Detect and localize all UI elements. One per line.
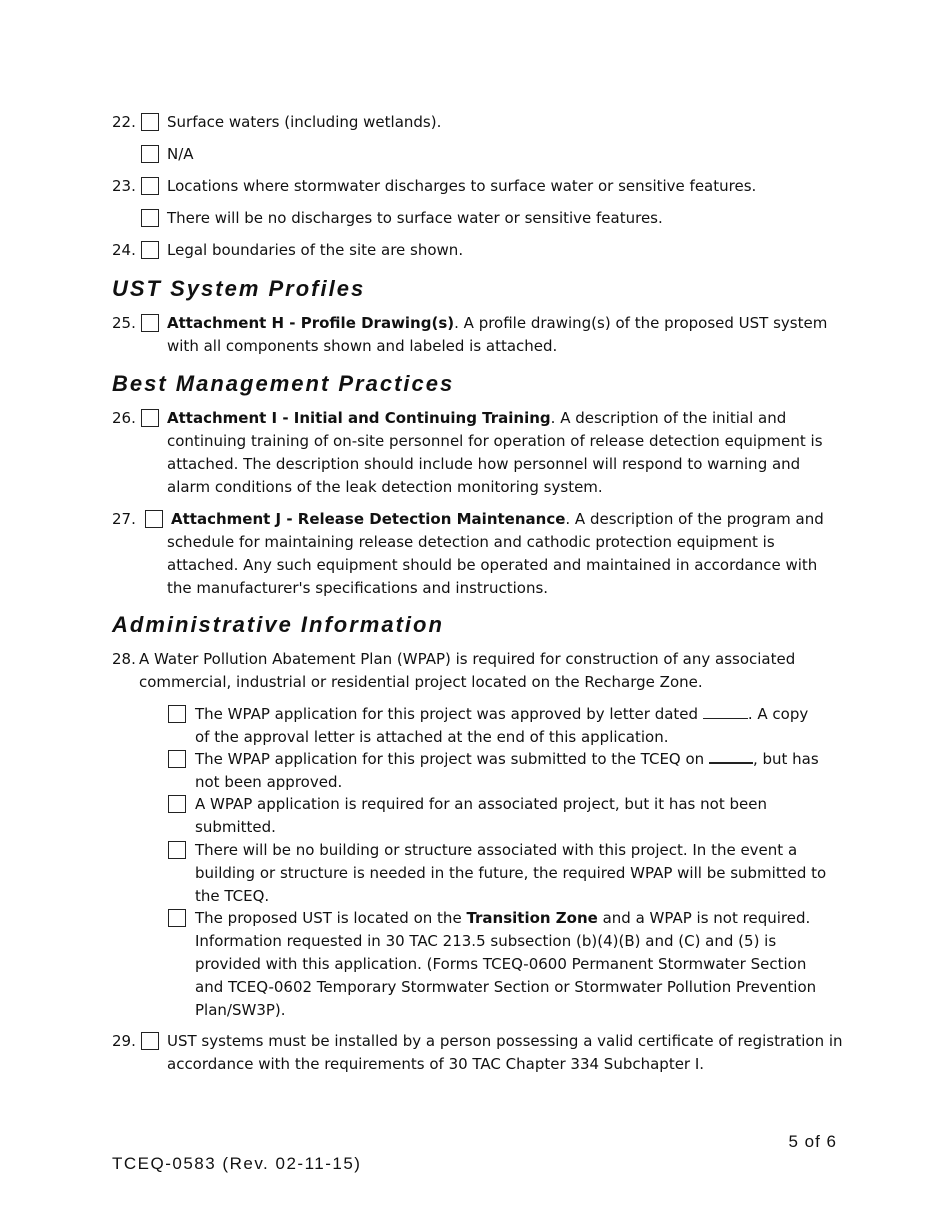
item-text: Locations where stormwater discharges to surface water or sensitive features.: [167, 177, 757, 195]
item-text: Legal boundaries of the site are shown.: [167, 241, 464, 259]
text-line: with all components shown and labeled is attached.: [167, 337, 558, 355]
text-line: accordance with the requirements of 30 TAC Chapter 334 Subchapter I.: [167, 1055, 705, 1073]
item-text: There will be no discharges to surface water or sensitive features.: [167, 209, 663, 227]
text-line: The WPAP application for this project was approved by letter dated: [195, 705, 703, 723]
checkbox[interactable]: [168, 909, 186, 927]
text-line: provided with this application. (Forms TCEQ-0600 Permanent Stormwater Section: [195, 955, 807, 973]
item-28: [112, 648, 842, 696]
item-number: 26.: [112, 409, 136, 427]
checkbox[interactable]: [168, 795, 186, 813]
section-heading-best-management-practices: Best Management Practices: [112, 371, 455, 396]
attachment-label: Attachment J - Release Detection Maintenance: [171, 510, 566, 528]
date-blank[interactable]: [703, 717, 748, 719]
text-line: , but has: [752, 750, 819, 768]
section-heading-ust-system-profiles: UST System Profiles: [112, 276, 366, 301]
item-number: 23.: [112, 177, 136, 195]
item-number: 25.: [112, 314, 136, 332]
item-text: [167, 312, 842, 358]
checkbox[interactable]: [145, 510, 163, 528]
option-text: [195, 748, 843, 794]
item-text: Surface waters (including wetlands).: [167, 113, 442, 131]
item-23-alt: [112, 207, 842, 232]
item-number: 22.: [112, 113, 136, 131]
text-line: . A description of the program and: [565, 510, 824, 528]
form-id: TCEQ-0583 (Rev. 02-11-15): [112, 1154, 362, 1173]
text-line: attached. Any such equipment should be operated and maintained in accordance with: [167, 556, 818, 574]
attachment-label: Attachment H - Profile Drawing(s): [167, 314, 455, 332]
text-line: The proposed UST is located on the: [195, 909, 467, 927]
date-blank[interactable]: [709, 761, 753, 764]
item-29: [112, 1030, 842, 1078]
text-line: of the approval letter is attached at the end of this application.: [195, 728, 669, 746]
item-25: [112, 312, 842, 360]
option-text: [195, 703, 843, 749]
checkbox[interactable]: [141, 177, 159, 195]
wpap-option-no-structure: [168, 839, 843, 908]
item-text: [139, 648, 795, 694]
item-text: [167, 1030, 842, 1076]
text-line: A Water Pollution Abatement Plan (WPAP) is required for construction of any associated: [139, 650, 796, 668]
transition-zone-label: Transition Zone: [466, 909, 598, 927]
checkbox[interactable]: [141, 113, 159, 131]
item-number: 24.: [112, 241, 136, 259]
wpap-option-transition-zone: [168, 907, 843, 1022]
text-line: schedule for maintaining release detection and cathodic protection equipment is: [167, 533, 775, 551]
checkbox[interactable]: [141, 209, 159, 227]
text-line: Information requested in 30 TAC 213.5 subsection (b)(4)(B) and (C) and (5) is: [195, 932, 777, 950]
checkbox[interactable]: [168, 750, 186, 768]
text-line: not been approved.: [195, 773, 343, 791]
text-line: UST systems must be installed by a person possessing a valid certificate of registration in: [167, 1032, 843, 1050]
text-line: the manufacturer's specifications and instructions.: [167, 579, 549, 597]
item-text: N/A: [167, 145, 194, 163]
option-text: [195, 839, 843, 908]
checkbox[interactable]: [141, 409, 159, 427]
checkbox[interactable]: [141, 1032, 159, 1050]
text-line: and a WPAP is not required.: [597, 909, 811, 927]
text-line: attached. The description should include how personnel will respond to warning and: [167, 455, 801, 473]
text-line: continuing training of on-site personnel for operation of release detection equipment is: [167, 432, 823, 450]
section-heading-administrative-information: Administrative Information: [112, 612, 444, 637]
item-22: [112, 111, 842, 136]
item-27: [112, 508, 842, 602]
text-line: the TCEQ.: [195, 887, 270, 905]
attachment-label: Attachment I - Initial and Continuing Training: [167, 409, 551, 427]
checkbox[interactable]: [141, 241, 159, 259]
checkbox[interactable]: [168, 841, 186, 859]
text-line: There will be no building or structure associated with this project. In the event a: [195, 841, 798, 859]
text-line: . A copy: [747, 705, 809, 723]
wpap-option-approved: [168, 703, 843, 749]
item-24: [112, 239, 842, 264]
item-text: [167, 407, 842, 499]
option-text: [195, 793, 843, 839]
item-text: [167, 508, 842, 600]
wpap-option-not-submitted: [168, 793, 843, 839]
item-number: 28.: [112, 650, 136, 668]
text-line: building or structure is needed in the future, the required WPAP will be submitted to: [195, 864, 827, 882]
option-text: [195, 907, 843, 1022]
checkbox[interactable]: [141, 314, 159, 332]
checkbox[interactable]: [141, 145, 159, 163]
text-line: commercial, industrial or residential project located on the Recharge Zone.: [139, 673, 703, 691]
item-22-na: [112, 143, 842, 168]
text-line: The WPAP application for this project was submitted to the TCEQ on: [195, 750, 709, 768]
text-line: . A description of the initial and: [550, 409, 787, 427]
item-26: [112, 407, 842, 501]
wpap-option-submitted: [168, 748, 843, 794]
item-23: [112, 175, 842, 200]
item-number: 27.: [112, 510, 136, 528]
text-line: alarm conditions of the leak detection monitoring system.: [167, 478, 603, 496]
text-line: . A profile drawing(s) of the proposed UST system: [454, 314, 828, 332]
text-line: Plan/SW3P).: [195, 1001, 286, 1019]
item-number: 29.: [112, 1032, 136, 1050]
text-line: and TCEQ-0602 Temporary Stormwater Section or Stormwater Pollution Prevention: [195, 978, 817, 996]
text-line: A WPAP application is required for an associated project, but it has not been: [195, 795, 767, 813]
text-line: submitted.: [195, 818, 276, 836]
checkbox[interactable]: [168, 705, 186, 723]
page-number: 5 of 6: [788, 1132, 837, 1151]
